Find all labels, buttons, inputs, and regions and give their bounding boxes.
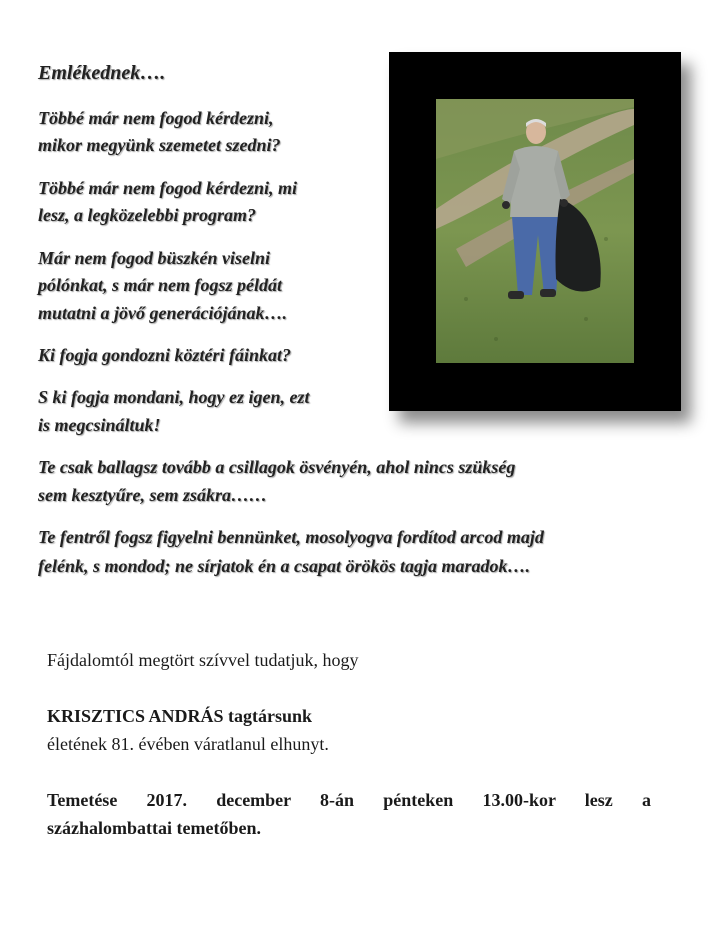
notice-death: életének 81. évében váratlanul elhunyt. (47, 734, 329, 754)
notice-name: KRISZTICS ANDRÁS tagtársunk (47, 706, 313, 726)
notice-intro: Fájdalomtól megtört szívvel tudatjuk, hogy (47, 650, 359, 670)
poem-line: sem kesztyűre, sem zsákra…… (38, 485, 267, 505)
poem-line: pólónkat, s már nem fogsz példát (38, 275, 283, 295)
poem-line: Te csak ballagsz tovább a csillagok ösvényén, ahol nincs szükség (38, 457, 516, 477)
poem-line: Már nem fogod büszkén viselni (38, 248, 271, 268)
poem-line: S ki fogja mondani, hogy ez igen, ezt (38, 387, 310, 407)
poem-line: mikor megyünk szemetet szedni? (38, 135, 281, 155)
notice-funeral-line1: Temetése 2017. december 8-án pénteken 13.00-kor lesz a (47, 790, 651, 810)
poem-line: is megcsináltuk! (38, 415, 161, 435)
poem-line: Többé már nem fogod kérdezni, (38, 108, 274, 128)
notice-funeral-line2: százhalombattai temetőben. (47, 818, 261, 838)
poem-line: lesz, a legközelebbi program? (38, 205, 256, 225)
poem-line: Te fentről fogsz figyelni bennünket, mosolyogva fordítod arcod majd (38, 527, 544, 547)
photo-frame (389, 52, 681, 411)
poem-line: Ki fogja gondozni köztéri fáinkat? (38, 345, 292, 365)
poem-title: Emlékednek…. (38, 62, 166, 84)
poem-line: mutatni a jövő generációjának…. (38, 303, 288, 323)
poem-line: Többé már nem fogod kérdezni, mi (38, 178, 297, 198)
poem-line: felénk, s mondod; ne sírjatok én a csapat örökös tagja maradok…. (38, 556, 531, 576)
memorial-photo (436, 99, 634, 363)
